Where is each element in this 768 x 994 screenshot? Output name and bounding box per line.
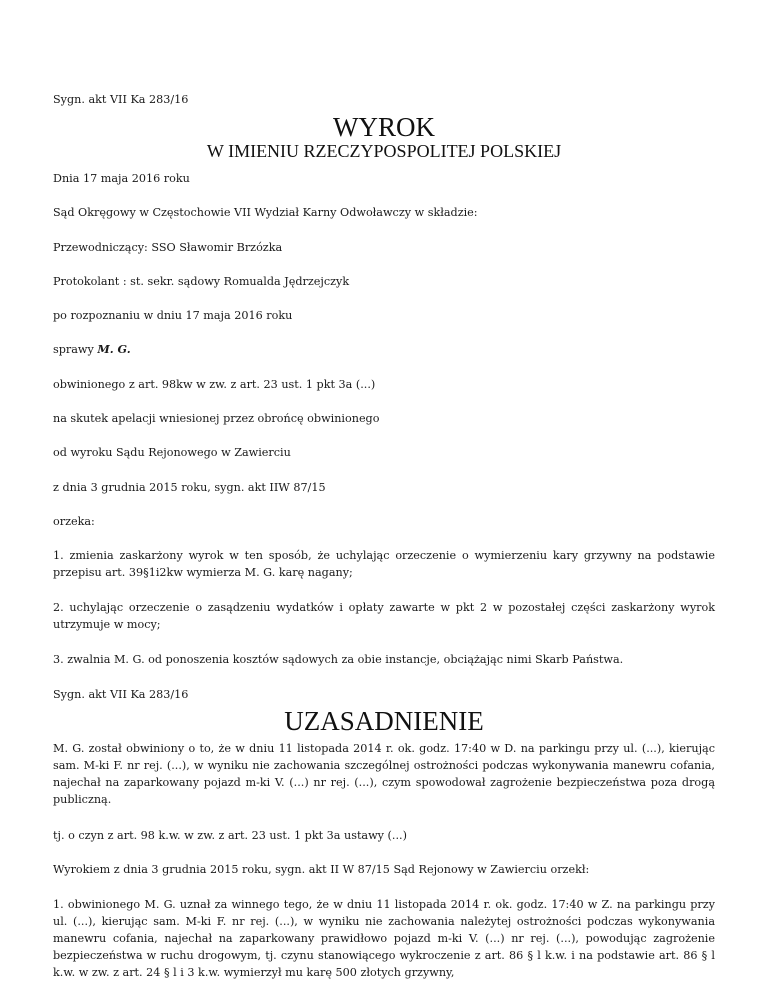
lower-court-line: od wyroku Sądu Rejonowego w Zawierciu — [53, 446, 291, 459]
justification-paragraph-4: 1. obwinionego M. G. uznał za winnego tego, że w dniu 11 listopada 2014 r. ok. godz. 17:40 w Z. na parkingu przy ul. (...), kierując sam. M-ki F. nr rej. (...), w wyniku nie zachowania należytej ostrożności podczas wykonywania manewru cofania, najechał na zaparkowany prawidłowo pojazd m-ki V. (...) nr rej. (...), powodując zagrożenie bezpieczeństwa w ruchu drogowym, tj. czynu stanowiącego wykroczenie z art. 86 § l k.w. i na podstawie art. 86 § l k.w. w zw. z art. 24 § l i 3 k.w. wymierzył mu karę 500 złotych grzywny, — [53, 898, 715, 979]
defendant-name: M. G. — [97, 342, 131, 356]
case-line — [53, 341, 715, 358]
case-signature: Sygn. akt VII Ka 283/16 — [53, 93, 189, 106]
ruling-item-2: 2. uchylając orzeczenie o zasądzeniu wydatków i opłaty zawarte w pkt 2 w pozostałej części zaskarżony wyrok utrzymuje w mocy; — [53, 601, 715, 631]
judgment-date-line: z dnia 3 grudnia 2015 roku, sygn. akt IIW 87/15 — [53, 481, 326, 494]
ruling-item-3: 3. zwalnia M. G. od ponoszenia kosztów sądowych za obie instancje, obciążając nimi Skarb Państwa. — [53, 653, 624, 666]
document-subtitle: W IMIENIU RZECZYPOSPOLITEJ POLSKIEJ — [206, 141, 562, 161]
court-composition: Sąd Okręgowy w Częstochowie VII Wydział Karny Odwoławczy w składzie: — [53, 206, 478, 219]
document-title: WYROK — [333, 112, 435, 142]
justification-paragraph-1: M. G. został obwiniony o to, że w dniu 11 listopada 2014 r. ok. godz. 17:40 w D. na parkingu przy ul. (...), kierując sam. M-ki F. nr rej. (...), w wyniku nie zachowania szczególnej ostrożności podczas wykonywania manewru cofania, najechał na zaparkowany pojazd m-ki V. (...) nr rej. (...), czym spowodował zagrożenie bezpieczeństwa poza drogą publiczną. — [53, 742, 715, 806]
charge-line: obwinionego z art. 98kw w zw. z art. 23 ust. 1 pkt 3a (...) — [53, 378, 376, 391]
verdict-date: Dnia 17 maja 2016 roku — [53, 172, 190, 185]
justification-paragraph-2: tj. o czyn z art. 98 k.w. w zw. z art. 23 ust. 1 pkt 3a ustawy (...) — [53, 829, 407, 842]
case-prefix: sprawy — [53, 343, 98, 356]
ruling-item-1: 1. zmienia zaskarżony wyrok w ten sposób, że uchylając orzeczenie o wymierzeniu kary grzywny na podstawie przepisu art. 39§1i2kw wymierza M. G. karę nagany; — [53, 549, 715, 579]
justification-paragraph-3: Wyrokiem z dnia 3 grudnia 2015 roku, sygn. akt II W 87/15 Sąd Rejonowy w Zawierciu orzekł: — [53, 863, 590, 876]
justification-title: UZASADNIENIE — [284, 706, 484, 736]
justification-signature: Sygn. akt VII Ka 283/16 — [53, 688, 189, 701]
rules-line: orzeka: — [53, 515, 95, 528]
hearing-date: po rozpoznaniu w dniu 17 maja 2016 roku — [53, 309, 293, 322]
court-clerk: Protokolant : st. sekr. sądowy Romualda Jędrzejczyk — [53, 275, 350, 288]
appeal-line: na skutek apelacji wniesionej przez obrońcę obwinionego — [53, 412, 380, 425]
presiding-judge: Przewodniczący: SSO Sławomir Brzózka — [53, 241, 283, 254]
